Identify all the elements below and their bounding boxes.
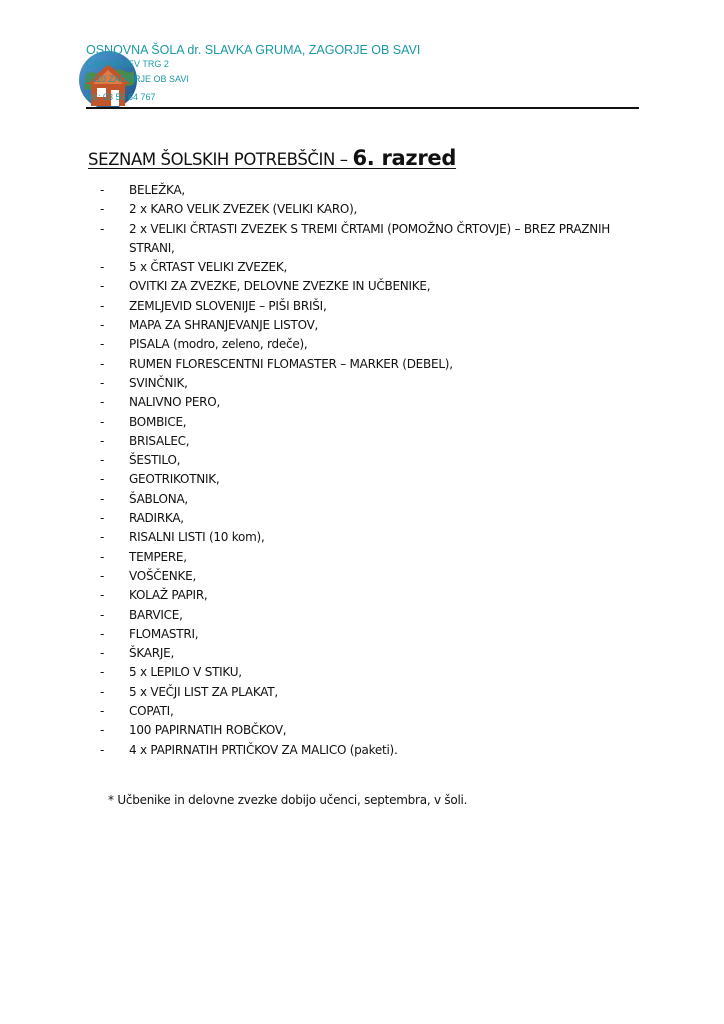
list-item-text: BOMBICE, [129,414,187,429]
list-item [100,606,640,625]
list-item-text: TEMPERE, [129,549,187,564]
list-item [100,586,640,605]
list-item-text: ŠESTILO, [129,453,181,468]
list-item [100,451,640,470]
list-bullet: - [100,183,105,197]
list-item-text: 100 PAPIRNATIH ROBČKOV, [129,723,287,738]
list-bullet: - [100,607,105,622]
list-item [100,393,640,412]
list-item [100,567,640,586]
list-item-text: RADIRKA, [129,511,184,526]
list-item [100,220,640,259]
list-item-text: 4 x PAPIRNATIH PRTIČKOV ZA MALICO (paketi). [129,742,398,757]
list-item-text: RISALNI LISTI (10 kom), [129,530,265,545]
list-bullet: - [100,260,105,275]
list-item-text: GEOTRIKOTNIK, [129,472,220,487]
list-item-text: 5 x VEČJI LIST ZA PLAKAT, [129,684,278,699]
list-item [100,490,640,509]
list-bullet: - [100,646,105,661]
list-bullet: - [100,665,105,680]
list-item-text: COPATI, [129,704,174,719]
list-item [100,663,640,682]
list-bullet: - [100,395,105,410]
list-bullet: - [100,626,105,641]
list-item-text: BELEŽKA, [129,183,185,197]
list-bullet: - [100,414,105,429]
list-bullet: - [100,588,105,603]
list-item [100,258,640,277]
school-address: CANKARJEV TRG 2 [86,59,169,69]
list-bullet: - [100,375,105,390]
list-bullet: - [100,511,105,526]
list-item-text: 5 x ČRTAST VELIKI ZVEZEK, [129,260,288,275]
list-item [100,297,640,316]
list-item-text: MAPA ZA SHRANJEVANJE LISTOV, [129,318,319,333]
list-item [100,413,640,432]
list-item [100,374,640,393]
list-bullet: - [100,453,105,468]
list-bullet: - [100,279,105,294]
list-item-text: ŠABLONA, [129,491,188,506]
list-item-text: RUMEN FLORESCENTNI FLOMASTER – MARKER (DEBEL), [129,356,453,371]
list-bullet: - [100,742,105,757]
list-item [100,702,640,721]
school-name: OSNOVNA ŠOLA dr. SLAVKA GRUMA, ZAGORJE OB SAVI [86,43,421,57]
footnote: * Učbenike in delovne zvezke dobijo učenci, septembra, v šoli. [108,793,468,807]
list-item [100,200,640,219]
list-bullet: - [100,491,105,506]
list-bullet: - [100,684,105,699]
list-item [100,277,640,296]
list-bullet: - [100,337,105,352]
list-bullet: - [100,568,105,583]
list-item [100,509,640,528]
title-grade: 6. razred [352,146,457,170]
list-item-text: 2 x KARO VELIK ZVEZEK (VELIKI KARO), [129,202,358,217]
list-bullet: - [100,433,105,448]
list-bullet: - [100,298,105,313]
title-text: SEZNAM ŠOLSKIH POTREBŠČIN – [88,150,353,169]
school-city: 1410 ZAGORJE OB SAVI [86,74,189,84]
list-item-text: BARVICE, [129,607,183,622]
list-item [100,528,640,547]
list-item-text: OVITKI ZA ZVEZKE, DELOVNE ZVEZKE IN UČBENIKE, [129,279,431,294]
list-item [100,181,640,200]
list-item-text: ZEMLJEVID SLOVENIJE – PIŠI BRIŠI, [129,298,327,313]
list-item [100,355,640,374]
list-item [100,335,640,354]
list-item [100,548,640,567]
list-item-text: VOŠČENKE, [129,568,197,583]
list-item [100,644,640,663]
list-bullet: - [100,356,105,371]
letterhead [78,40,648,112]
header-rule [86,107,639,109]
list-item-text: KOLAŽ PAPIR, [129,588,208,603]
list-item-text: PISALA (modro, zeleno, rdeče), [129,337,308,352]
list-item-text: 2 x VELIKI ČRTASTI ZVEZEK S TREMI ČRTAMI (POMOŽNO ČRTOVJE) – BREZ PRAZNIH STRANI, [129,221,611,255]
list-item [100,721,640,740]
list-bullet: - [100,704,105,719]
page-title [88,146,456,170]
list-bullet: - [100,472,105,487]
list-item-text: ŠKARJE, [129,646,175,661]
list-item-text: BRISALEC, [129,433,190,448]
list-item-text: SVINČNIK, [129,375,188,390]
list-item [100,683,640,702]
list-bullet: - [100,549,105,564]
list-item [100,432,640,451]
list-item [100,316,640,335]
list-item-text: 5 x LEPILO V STIKU, [129,665,242,680]
list-item-text: FLOMASTRI, [129,626,199,641]
school-phone: tel.: 03 56 64 767 [86,92,156,102]
list-bullet: - [100,318,105,333]
list-item [100,470,640,489]
list-item [100,741,640,760]
list-item-text: NALIVNO PERO, [129,395,221,410]
list-bullet: - [100,723,105,738]
list-bullet: - [100,221,105,236]
list-item [100,625,640,644]
list-bullet: - [100,530,105,545]
supply-list [100,181,640,760]
list-bullet: - [100,202,105,217]
